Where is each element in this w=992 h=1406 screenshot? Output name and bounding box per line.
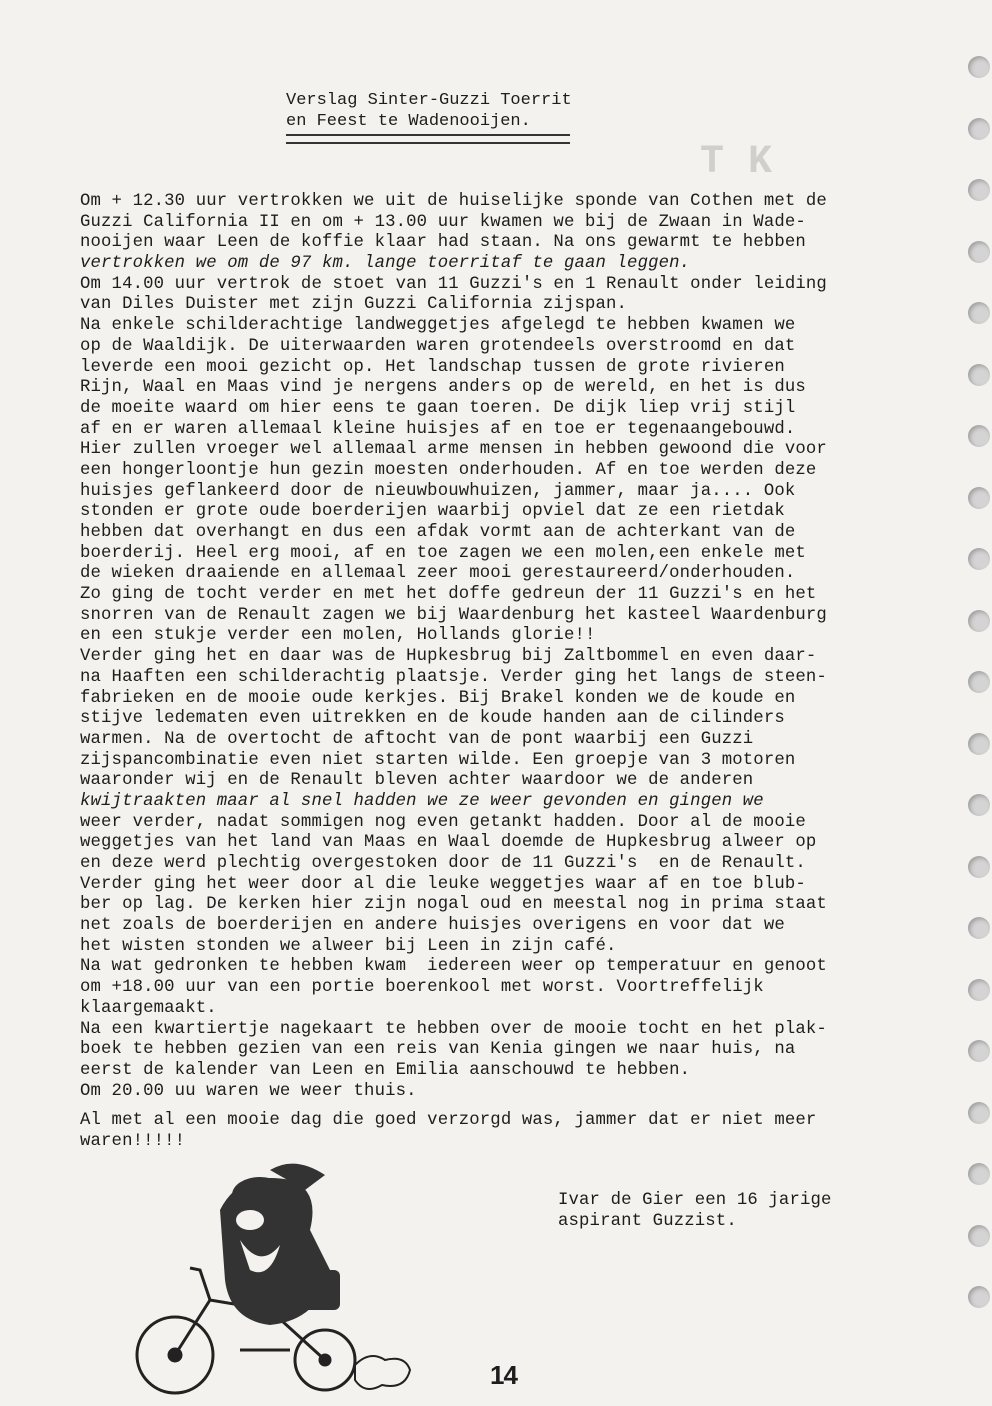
body-line: Zo ging de tocht verder en met het doffe gedreun der 11 Guzzi's en het — [80, 585, 817, 605]
body-line: af en er waren allemaal kleine huisjes af en toe er tegenaangebouwd. — [80, 419, 796, 439]
punch-hole — [968, 1163, 990, 1185]
body-line: op de Waaldijk. De uiterwaarden waren grotendeels overstroomd en dat — [80, 336, 796, 356]
punch-hole — [968, 425, 990, 447]
body-line: zijspancombinatie even niet starten wilde. Een groepje van 3 motoren — [80, 750, 796, 770]
body-line: leverde een mooi gezicht op. Het landschap tussen de grote rivieren — [80, 357, 785, 377]
signature-line-1: Ivar de Gier een 16 jarige — [558, 1191, 832, 1210]
signature-line-2: aspirant Guzzist. — [558, 1211, 737, 1231]
title-line-2: en Feest te Wadenooijen. — [286, 112, 531, 131]
body-line: na Haaften een schilderachtig plaatsje. Verder ging het langs de steen- — [80, 667, 827, 687]
body-line: de moeite waard om hier eens te gaan toeren. De dijk liep vrij stijl — [80, 398, 796, 418]
body-line: hebben dat overhangt en dus een afdak vormt aan de achterkant van de — [80, 523, 796, 542]
body-line: om +18.00 uur van een portie boerenkool met worst. Voortreffelijk — [80, 978, 764, 998]
title-line-1: Verslag Sinter-Guzzi Toerrit — [286, 91, 572, 110]
body-line: weer verder, nadat sommigen nog even getankt hadden. Door al de mooie — [80, 812, 806, 832]
body-line: warmen. Na de overtocht de aftocht van de pont waarbij een Guzzi — [80, 729, 754, 749]
punch-hole — [968, 733, 990, 755]
body-line: klaargemaakt. — [80, 998, 217, 1018]
bleed-through-text: T K — [700, 140, 773, 185]
punch-hole — [968, 1040, 990, 1062]
punch-hole — [968, 917, 990, 939]
body-line: nooijen waar Leen de koffie klaar had staan. Na ons gewarmt te hebben — [80, 233, 806, 253]
body-line: Om + 12.30 uur vertrokken we uit de huiselijke sponde van Cothen met de — [80, 192, 827, 211]
punch-hole — [968, 1102, 990, 1124]
body-line: Guzzi California II en om + 13.00 uur kwamen we bij de Zwaan in Wade- — [80, 212, 806, 232]
punch-hole — [968, 794, 990, 816]
body-line: Na enkele schilderachtige landweggetjes afgelegd te hebben kwamen we — [80, 316, 796, 336]
title-double-underline — [286, 134, 570, 144]
punch-hole — [968, 1225, 990, 1247]
body-line: huisjes geflankeerd door de nieuwbouwhuizen, jammer, maar ja.... Ook — [80, 481, 796, 501]
punch-hole — [968, 487, 990, 509]
punch-hole — [968, 1286, 990, 1308]
article-body — [80, 192, 950, 1102]
body-line: Om 20.00 uu waren we weer thuis. — [80, 1081, 417, 1101]
body-line: een hongerloontje hun gezin moesten onderhouden. Af en toe werden deze — [80, 460, 817, 480]
punch-hole — [968, 364, 990, 386]
punch-hole — [968, 979, 990, 1001]
body-line: en deze werd plechtig overgestoken door de 11 Guzzi's en de Renault. — [80, 854, 806, 873]
body-line: weggetjes van het land van Maas en Waal doemde de Hupkesbrug alweer op — [80, 833, 817, 853]
closing-line-1: Al met al een mooie dag die goed verzorgd was, jammer dat er niet meer — [80, 1111, 817, 1130]
body-line: de wieken draaiende en allemaal zeer mooi gerestaureerd/onderhouden. — [80, 564, 796, 584]
article-title — [286, 90, 572, 132]
punch-hole — [968, 302, 990, 324]
body-line: snorren van de Renault zagen we bij Waardenburg het kasteel Waardenburg — [80, 605, 827, 625]
punch-hole — [968, 856, 990, 878]
body-line: ber op lag. De kerken hier zijn nogal oud en meestal nog in prima staat — [80, 895, 827, 915]
binder-punch-holes — [962, 40, 992, 1406]
body-line: het wisten stonden we alweer bij Leen in zijn café. — [80, 936, 617, 956]
body-line: fabrieken en de mooie oude kerkjes. Bij Brakel konden we de koude en — [80, 688, 796, 708]
body-line: Na wat gedronken te hebben kwam iedereen weer op temperatuur en genoot — [80, 957, 827, 977]
punch-hole — [968, 179, 990, 201]
body-line: stonden er grote oude boerderijen waarbij opviel dat ze een rietdak — [80, 502, 785, 522]
body-line: stijve ledematen even uitrekken en de koude handen aan de cilinders — [80, 709, 785, 729]
body-line: Na een kwartiertje nagekaart te hebben over de mooie tocht en het plak- — [80, 1019, 827, 1039]
body-line: boerderij. Heel erg mooi, af en toe zagen we een molen,een enkele met — [80, 543, 806, 563]
punch-hole — [968, 671, 990, 693]
closing-remark — [80, 1111, 816, 1152]
body-line: Rijn, Waal en Maas vind je nergens anders op de wereld, en het is dus — [80, 378, 806, 398]
sinterklaas-on-moped-icon — [120, 1150, 420, 1400]
body-line: Verder ging het weer door al die leuke weggetjes waar af en toe blub- — [80, 874, 806, 894]
punch-hole — [968, 610, 990, 632]
closing-line-2: waren!!!!! — [80, 1131, 186, 1151]
punch-hole — [968, 118, 990, 140]
body-line: Verder ging het en daar was de Hupkesbrug bij Zaltbommel en even daar- — [80, 647, 817, 667]
author-signature — [558, 1191, 832, 1232]
punch-hole — [968, 56, 990, 78]
body-line: vertrokken we om de 97 km. lange toerritaf te gaan leggen. — [80, 254, 691, 274]
body-line: boek te hebben gezien van een reis van Kenia gingen we naar huis, na — [80, 1040, 796, 1060]
body-line: eerst de kalender van Leen en Emilia aanschouwd te hebben. — [80, 1060, 691, 1080]
body-line: en een stukje verder een molen, Hollands glorie!! — [80, 626, 596, 646]
body-line: van Diles Duister met zijn Guzzi California zijspan. — [80, 295, 628, 315]
body-line: net zoals de boerderijen en andere huisjes overigens en voor dat we — [80, 916, 785, 936]
body-line: kwijtraakten maar al snel hadden we ze weer gevonden en gingen we — [80, 791, 764, 811]
body-line: Hier zullen vroeger wel allemaal arme mensen in hebben gewoond die voor — [80, 440, 827, 460]
body-line: waaronder wij en de Renault bleven achter waardoor we de anderen — [80, 771, 754, 791]
punch-hole — [968, 241, 990, 263]
punch-hole — [968, 548, 990, 570]
page-number: 14 — [490, 1360, 517, 1390]
body-line: Om 14.00 uur vertrok de stoet van 11 Guzzi's en 1 Renault onder leiding — [80, 274, 827, 294]
